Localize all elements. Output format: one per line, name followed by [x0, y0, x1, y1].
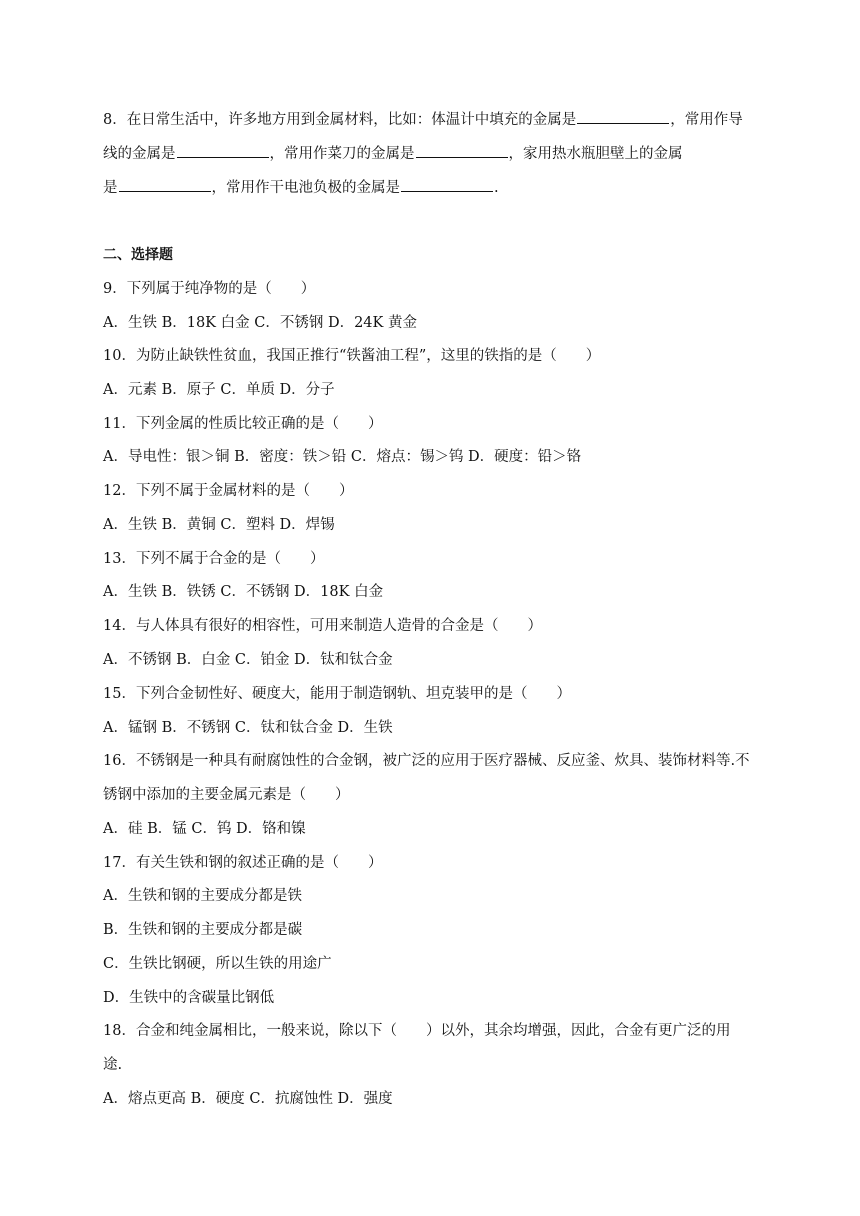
- question-stem: 16．不锈钢是一种具有耐腐蚀性的合金钢，被广泛的应用于医疗器械、反应釜、炊具、装饰材料等.不: [103, 753, 750, 769]
- question-options: A．生铁 B．18K 白金 C．不锈钢 D．24K 黄金: [103, 315, 417, 331]
- answer-blank[interactable]: [401, 177, 493, 192]
- option-a: A．生铁和钢的主要成分都是铁: [103, 888, 302, 904]
- option-c: C．生铁比钢硬，所以生铁的用途广: [103, 956, 332, 972]
- question-options: A．生铁 B．铁锈 C．不锈钢 D．18K 白金: [103, 584, 384, 600]
- q8-text: ，常用作菜刀的金属是: [269, 146, 415, 162]
- answer-blank[interactable]: [577, 109, 669, 124]
- question-stem: 锈钢中添加的主要金属元素是（ ）: [103, 787, 350, 803]
- q8-text: ，常用作导: [670, 112, 743, 128]
- answer-blank[interactable]: [119, 177, 211, 192]
- option-d: D．生铁中的含碳量比钢低: [103, 990, 275, 1006]
- question-options: A．不锈钢 B．白金 C．铂金 D．钛和钛合金: [103, 652, 393, 668]
- question-stem: 17．有关生铁和钢的叙述正确的是（ ）: [103, 855, 383, 871]
- answer-blank[interactable]: [177, 143, 269, 158]
- answer-blank[interactable]: [416, 143, 508, 158]
- question-stem: 途.: [103, 1057, 123, 1073]
- q8-line-2: [103, 143, 770, 164]
- question-stem: 18．合金和纯金属相比，一般来说，除以下（ ）以外，其余均增强，因此，合金有更广泛的用: [103, 1023, 731, 1039]
- q8-text: 是: [103, 180, 118, 196]
- q8-text: 线的金属是: [103, 146, 176, 162]
- question-stem: 13．下列不属于合金的是（ ）: [103, 551, 325, 567]
- question-stem: 15．下列合金韧性好、硬度大，能用于制造钢轨、坦克装甲的是（ ）: [103, 686, 571, 702]
- q8-line-1: [103, 109, 770, 130]
- q8-line-3: [103, 177, 770, 198]
- question-options: A．元素 B．原子 C．单质 D．分子: [103, 382, 335, 398]
- question-options: A．导电性：银＞铜 B．密度：铁＞铅 C．熔点：锡＞钨 D．硬度：铅＞铬: [103, 449, 582, 465]
- q8-text: 8．在日常生活中，许多地方用到金属材料，比如：体温计中填充的金属是: [103, 112, 577, 128]
- q8-text: ，家用热水瓶胆壁上的金属: [508, 146, 683, 162]
- option-b: B．生铁和钢的主要成分都是碳: [103, 922, 303, 938]
- question-stem: 12．下列不属于金属材料的是（ ）: [103, 483, 354, 499]
- section-heading: 二、选择题: [103, 247, 173, 263]
- question-options: A．锰钢 B．不锈钢 C．钛和钛合金 D．生铁: [103, 720, 393, 736]
- question-stem: 11．下列金属的性质比较正确的是（ ）: [103, 416, 383, 432]
- q8-text: ，常用作干电池负极的金属是: [211, 180, 400, 196]
- question-options: A．生铁 B．黄铜 C．塑料 D．焊锡: [103, 517, 335, 533]
- question-stem: 10．为防止缺铁性贫血，我国正推行“铁酱油工程”，这里的铁指的是（ ）: [103, 348, 601, 364]
- question-stem: 9．下列属于纯净物的是（ ）: [103, 281, 316, 297]
- question-stem: 14．与人体具有很好的相容性，可用来制造人造骨的合金是（ ）: [103, 618, 542, 634]
- question-options: A．硅 B．锰 C．钨 D．铬和镍: [103, 821, 306, 837]
- q8-text: .: [494, 180, 499, 196]
- question-options: A．熔点更高 B．硬度 C．抗腐蚀性 D．强度: [103, 1091, 393, 1107]
